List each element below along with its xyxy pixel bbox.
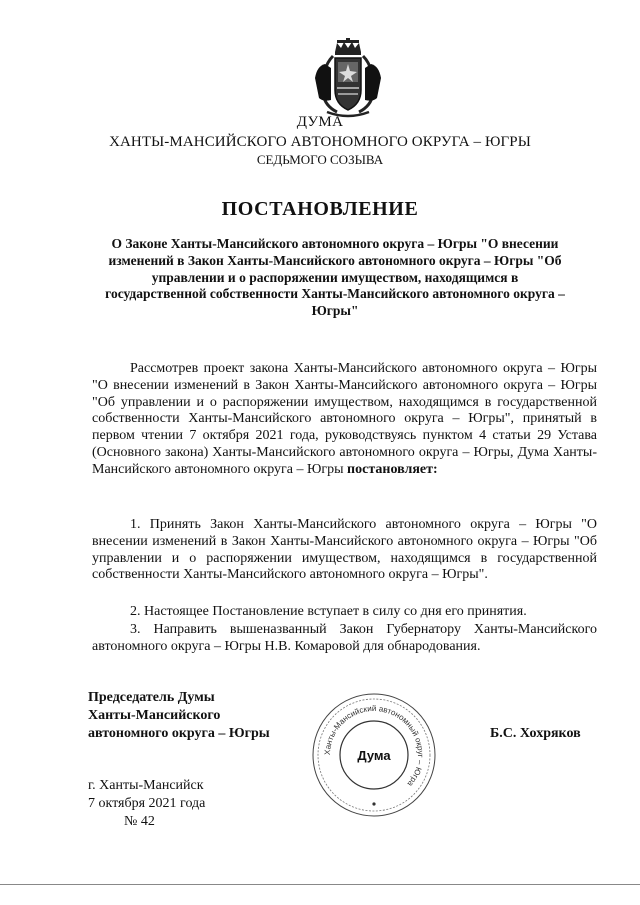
signatory-name: Б.С. Хохряков <box>490 726 581 741</box>
preamble-text: Рассмотрев проект закона Ханты-Мансийского автономного округа – Югры "О внесении изменений в Закон Ханты-Мансийского автономного округа – Югры "Об управлении и о распоряжении имуществом, находящимся в государственной собственности Ханты-Мансийского автономного округа – Югры", принятый в первом чтении 7 октября 2021 года, руководствуясь пунктом 4 статьи 29 Устава (Основного закона) Ханты-Мансийского автономного округа – Югры, Дума Ханты-Мансийского автономного округа – Югры <box>92 361 597 477</box>
item-2 <box>92 604 597 621</box>
seal-center-text: Дума <box>357 748 391 763</box>
preamble-paragraph <box>92 361 597 479</box>
position-line-2: Ханты-Мансийского <box>88 708 221 723</box>
item-2-text: 2. Настоящее Постановление вступает в силу со дня его принятия. <box>130 604 527 619</box>
position-line-1: Председатель Думы <box>88 690 215 705</box>
preamble-resolves: постановляет: <box>347 461 438 477</box>
date: 7 октября 2021 года <box>88 796 206 811</box>
document-number: № 42 <box>124 814 155 829</box>
seal-ring-text: Ханты-Мансийский автономный округ – Югра <box>322 703 426 789</box>
city: г. Ханты-Мансийск <box>88 778 204 793</box>
bottom-divider <box>0 884 640 885</box>
position-line-3: автономного округа – Югры <box>88 726 270 741</box>
coat-of-arms-icon <box>313 38 383 118</box>
item-1-text: 1. Принять Закон Ханты-Мансийского автономного округа – Югры "О внесении изменений в Закон Ханты-Мансийского автономного округа – Югры "Об управлении и о распоряжении имуществом, находящимся в государственной собственности Ханты-Мансийского автономного округа – Югры". <box>92 517 597 583</box>
item-1 <box>92 517 597 584</box>
document-title: ПОСТАНОВЛЕНИЕ <box>221 198 419 220</box>
header-line-1: ДУМА <box>296 114 344 130</box>
place-and-date <box>88 777 205 831</box>
item-3 <box>92 622 597 656</box>
header-line-3: СЕДЬМОГО СОЗЫВА <box>256 152 384 167</box>
document-subject: О Законе Ханты-Мансийского автономного округа – Югры "О внесении изменений в Закон Ханты-Мансийского автономного округа – Югры "Об управлении и о распоряжении имуществом, находящимся в государственной собственности Ханты-Мансийского автономного округа – Югры" <box>105 236 565 319</box>
item-3-text: 3. Направить вышеназванный Закон Губернатору Ханты-Мансийского автономного округа – Югры Н.В. Комаровой для обнародования. <box>92 622 597 654</box>
signatory-position <box>88 689 308 743</box>
header-line-2: ХАНТЫ-МАНСИЙСКОГО АВТОНОМНОГО ОКРУГА – ЮГРЫ <box>109 134 531 150</box>
official-seal <box>310 692 438 818</box>
